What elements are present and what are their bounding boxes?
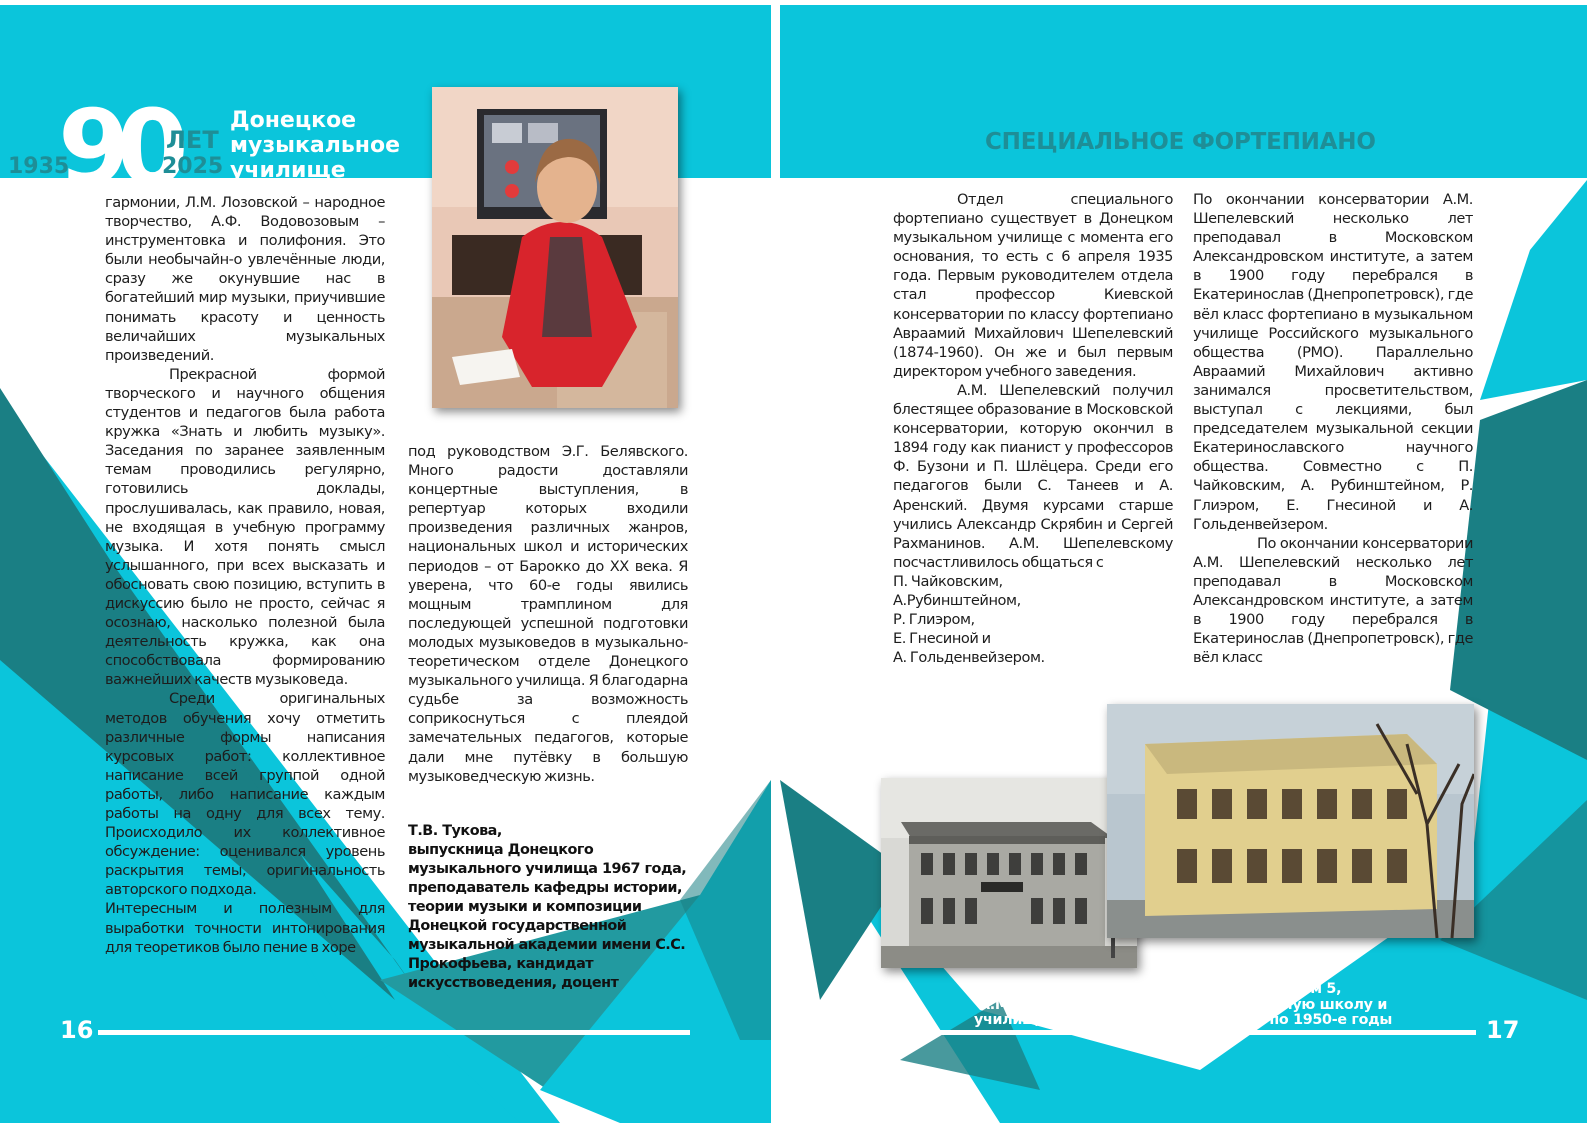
paragraph: Среди оригинальных методов обучения хочу отметить различные формы написания курсовых работ: коллективное написание всей группой одной работы, либо написание каждым работы на одну для всех тему. Происходило их коллективное обсуждение: оценивался уровень раскрытия темы, оригинальность авторского подхода. [105, 690, 385, 899]
logo-title-line: музыкальное [230, 133, 401, 158]
left-column-2 [408, 442, 688, 786]
paragraph: гармонии, Л.М. Лозовской – народное творчество, А.Ф. Водовозовым – инструментовка и полифония. Это были необычайн-о увлечённые люди, сразу же окунувшие нас в богатейший мир музыки, приучившие понимать красоту и ценность величайших музыкальных произведений. [105, 194, 385, 364]
photo-building-historic [881, 778, 1137, 968]
paragraph: Интересным и полезным для выработки точности интонирования для теоретиков было пение в хоре [105, 900, 385, 956]
list-item: Р. Глиэром, [893, 611, 975, 629]
list-item: Е. Гнесиной и [893, 630, 991, 648]
photo-portrait [432, 87, 678, 408]
caption-line: училище, где преподавал с 1935-го по 1950-е годы [974, 1012, 1392, 1028]
paragraph: По окончании консерватории А.М. Шепелевский несколько лет преподавал в Московском Александровском институте, а затем в 1900 году перебрался в Екатеринослав (Днепропетровск), где вёл класс фортепиано в музыкальном училище Российского музыкального общества (РМО). Параллельно Авраамий Михайлович активно занимался просветительством, выступал с лекциями, был председателем музыкальной секции Екатеринославского научного общества. Совместно с П. Чайковским, А. Рубинштейном, Р. Глиэром, Е. Гнесиной и А. Гольденвейзером. [1193, 191, 1473, 533]
list-item: П. Чайковским, [893, 572, 1003, 590]
author-name: Т.В. Тукова, [408, 823, 502, 839]
left-column-1 [105, 193, 385, 957]
logo-year-end: 2025 [162, 154, 224, 179]
portrait-illustration [432, 87, 678, 408]
list-item: А. Гольденвейзером. [893, 649, 1045, 667]
right-column-1 [893, 190, 1173, 667]
author-credentials: выпускница Донецкого музыкального училища 1967 года, преподаватель кафедры истории, теории музыки и композиции Донецкой государственной музыкальной академии имени С.С. Прокофьева, кандидат искусствоведения, доцент [408, 842, 687, 991]
paragraph: Прекрасной формой творческого и научного общения студентов и педагогов была работа кружка «Знать и любить музыку». Заседания по заранее заявленным темам проводились регулярно, готовились доклады, прослушивалась, как правило, новая, не входящая в учебную программу музыка. И хотя понять смысл услышанного, при всех высказать и обосновать свою позицию, вступить в дискуссию было не просто, сейчас я осознаю, насколько полезной была деятельность кружка, как она способствовала формированию важнейших качеств музыковеда. [105, 365, 385, 689]
section-title: СПЕЦИАЛЬНОЕ ФОРТЕПИАНО [985, 129, 1376, 155]
building-current-illustration [1107, 704, 1474, 938]
logo-years-word: ЛЕТ [166, 126, 219, 154]
list-item: А.Рубинштейном, [893, 591, 1021, 609]
logo-title-line: Донецкое [230, 108, 357, 133]
caption-line: В этом здании на улице Артёма, дом 5, [1024, 981, 1342, 997]
logo-anniversary-number: 90 [58, 87, 175, 209]
logo-title-line: училище [230, 158, 346, 183]
author-signature [408, 822, 698, 993]
page-number-left: 16 [60, 1016, 94, 1044]
logo-school-title [230, 108, 430, 183]
paragraph: под руководством Э.Г. Белявского. Много радости доставляли концертные выступления, в репертуар которых входили произведения различных жанров, национальных школ и исторических периодов – от Барокко до XX века. Я уверена, что 60-е годы явились мощным трамплином для последующей успешной подготовки молодых музыковедов в музыкально-теоретическом отделе Донецкого музыкального училища. Я благодарна судьбе за возможность соприкоснуться с плеядой замечательных педагогов, которые дали мне путёвку в большую музыковедческую жизнь. [408, 443, 688, 785]
footer-rule-left [98, 1030, 690, 1035]
paragraph: По окончании консерватории А.М. Шепелевский несколько лет преподавал в Московском Александровском институте, а затем в 1900 году перебрался в Екатеринослав (Днепропетровск), где вёл класс [1193, 534, 1473, 667]
paragraph: Отдел специального фортепиано существует в Донецком музыкальном училище с момента его основания, то есть с 6 апреля 1935 года. Первым руководителем отдела стал профессор Киевской консерватории по классу фортепиано Авраамий Михайлович Шепелевский (1874-1960). Он же и был первым директором учебного заведения. [893, 191, 1173, 380]
building-historic-illustration [881, 778, 1137, 968]
footer-rule-right [884, 1030, 1476, 1035]
right-column-2 [1193, 190, 1473, 667]
logo-year-start: 1935 [8, 154, 70, 179]
photo-building-current [1107, 704, 1474, 938]
page-number-right: 17 [1486, 1016, 1520, 1044]
photo-caption [948, 982, 1418, 1029]
caption-line: А.М. Шепелевский основал музыкальную школу и [978, 996, 1388, 1013]
paragraph: А.М. Шепелевский получил блестящее образование в Московской консерватории, которую окончил в 1894 году как пианист у профессоров Ф. Бузони и П. Шлёцера. Среди его педагогов были С. Танеев и А. Аренский. Двумя курсами старше учились Александр Скрябин и Сергей Рахманинов. А.М. Шепелевскому посчастливилось общаться с [893, 381, 1173, 571]
